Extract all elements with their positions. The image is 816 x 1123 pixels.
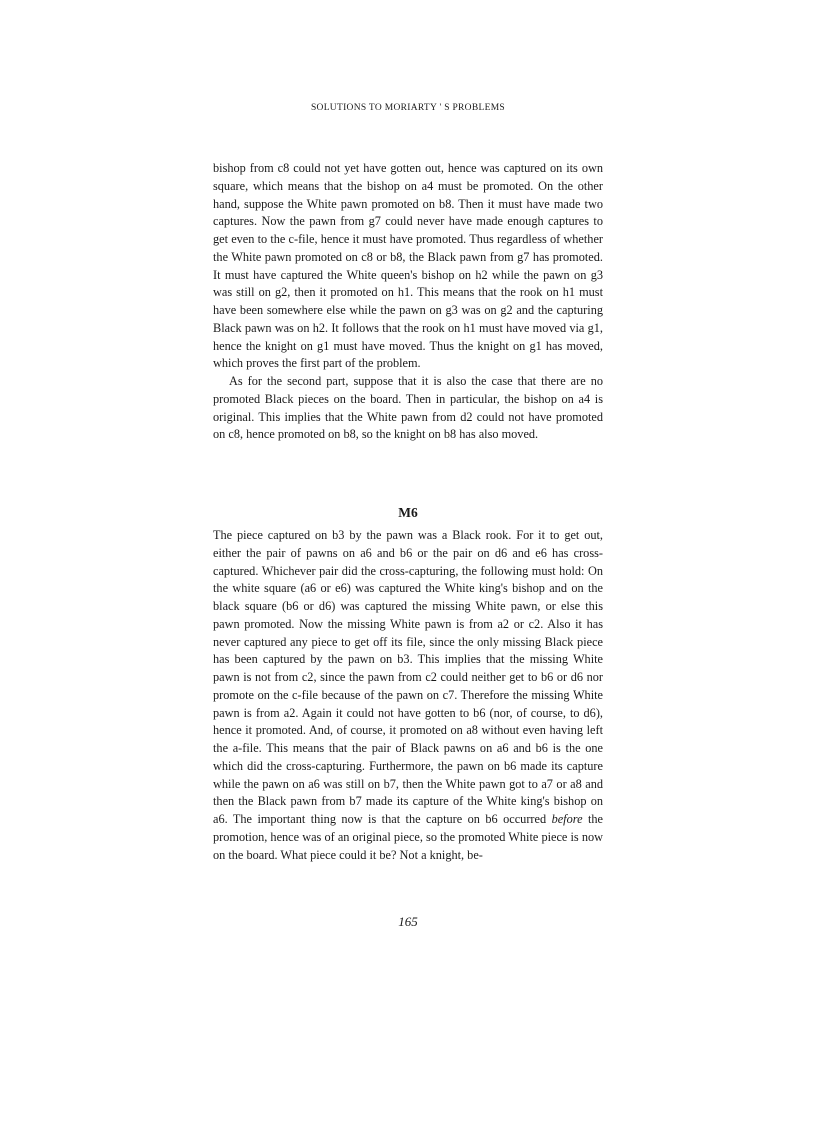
continuation-text xyxy=(213,160,603,444)
running-head: SOLUTIONS TO MORIARTY ' S PROBLEMS xyxy=(310,103,506,113)
page-number: 165 xyxy=(398,914,418,929)
paragraph-3 xyxy=(213,527,603,864)
emphasis-before: before xyxy=(551,812,583,826)
section-heading: M6 xyxy=(398,505,418,520)
section-text xyxy=(213,527,603,864)
paragraph-3-part-1: The piece captured on b3 by the pawn was a Black rook. For it to get out, either the pair of pawns on a6 and b6 or the pair on d6 and e6 has cross-captured. Whichever pair did the cross-capturing, the following must hold: On the white square (a6 or e6) was captured the White king's bishop and on the black square (b6 or d6) was captured the missing White pawn, or else this pawn promoted. Now the missing White pawn is from a2 or c2. Also it has never captured any piece to get off its file, since the only missing Black piece has been captured by the pawn on b3. This implies that the missing White pawn is not from c2, since the pawn from c2 could neither get to b6 or d6 nor promote on the c-file because of the pawn on c7. Therefore the missing White pawn is from a2. Again it could not have gotten to b6 (nor, of course, to d6), hence it promoted. And, of course, it promoted on a8 without even having left the a-file. This means that the pair of Black pawns on a6 and b6 is the one which did the cross-capturing. Furthermore, the pawn on b6 made its capture while the pawn on a6 was still on b7, then the White pawn got to a7 or a8 and then the Black pawn from b7 made its capture of the White king's bishop on a6. The important thing now is that the capture on b6 occurred xyxy=(213,528,603,826)
paragraph-2: As for the second part, suppose that it is also the case that there are no promoted Black pieces on the board. Then in particular, the bishop on a4 is original. This implies that the White pawn from d2 could not have promoted on c8, hence promoted on b8, so the knight on b8 has also moved. xyxy=(213,374,603,442)
paragraph-1: bishop from c8 could not yet have gotten out, hence was captured on its own square, which means that the bishop on a4 must be promoted. On the other hand, suppose the White pawn promoted on b8. Then it must have made two captures. Now the pawn from g7 could never have made enough captures to get even to the c-file, hence it must have promoted. Thus regardless of whether the White pawn promoted on c8 or b8, the Black pawn from g7 has promoted. It must have captured the White queen's bishop on h2 while the pawn on g3 was still on g2, then it promoted on h1. This means that the rook on h1 must have been somewhere else while the pawn on g3 was on g2 and the capturing Black pawn was on h2. It follows that the rook on h1 must have moved via g1, hence the knight on g1 must have moved. Thus the knight on g1 has moved, which proves the first part of the problem. xyxy=(213,161,603,371)
paragraph-3-part-2: the promotion, hence was of an original piece, so the promoted White piece is now on the board. What piece could it be? Not a knight, be- xyxy=(213,812,603,862)
